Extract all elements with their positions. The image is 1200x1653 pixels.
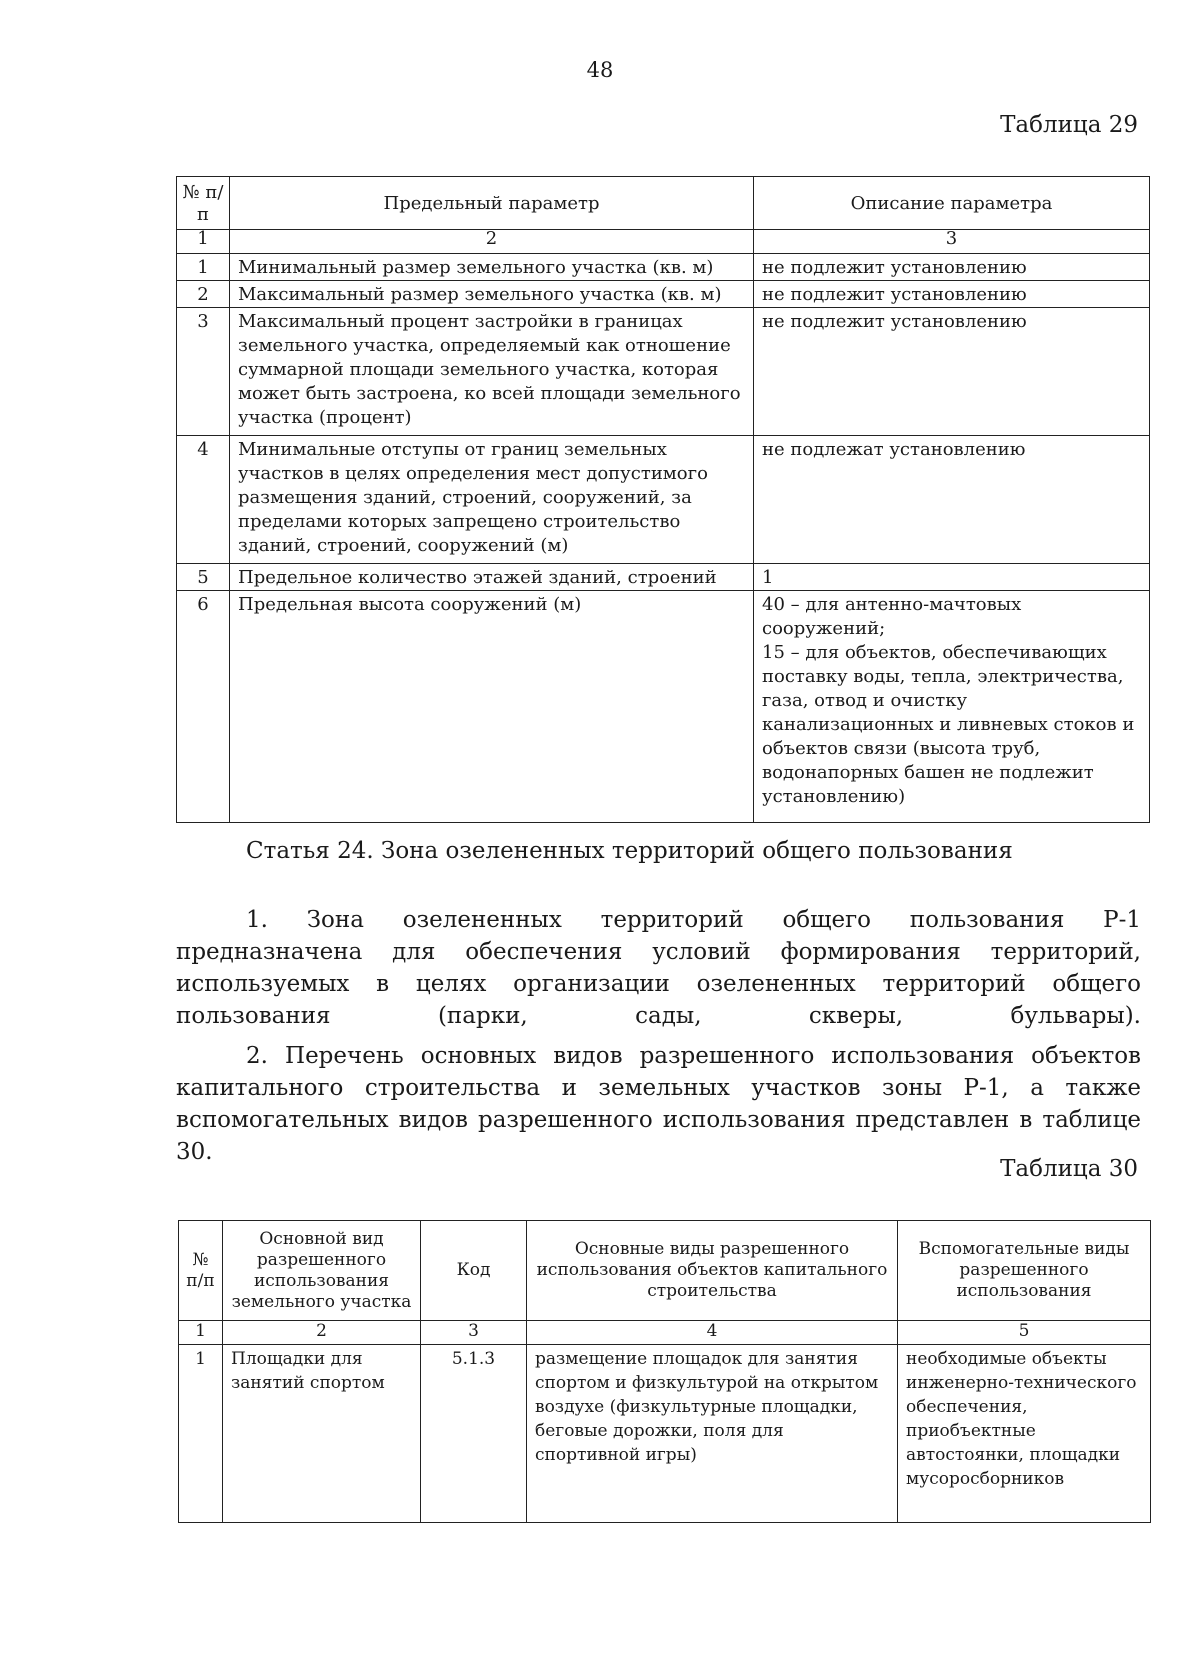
row-desc: не подлежит установлению [754, 308, 1150, 436]
row-desc: не подлежит установлению [754, 254, 1150, 281]
header-aux: Вспомогательные виды разрешенного использования [898, 1221, 1151, 1321]
col-number: 4 [527, 1321, 898, 1345]
header-code: Код [421, 1221, 527, 1321]
row-num: 1 [177, 254, 230, 281]
col-number: 5 [898, 1321, 1151, 1345]
table-row [179, 1345, 1151, 1523]
row-param: Минимальные отступы от границ земельных участков в целях определения мест допустимого размещения зданий, строений, сооружений, за пределами которых запрещено строительство зданий, строений, сооружений (м) [230, 436, 754, 564]
table-29 [176, 176, 1150, 823]
table-row [177, 308, 1150, 436]
col-number: 3 [754, 230, 1150, 254]
col-number: 2 [223, 1321, 421, 1345]
row-aux: необходимые объекты инженерно-технического обеспечения, приобъектные автостоянки, площадки мусоросборников [898, 1345, 1151, 1523]
col-number: 1 [177, 230, 230, 254]
row-desc: 1 [754, 564, 1150, 591]
col-number: 3 [421, 1321, 527, 1345]
header-desc: Описание параметра [754, 177, 1150, 230]
row-desc: не подлежит установлению [754, 281, 1150, 308]
table-row [177, 281, 1150, 308]
table-row [177, 591, 1150, 823]
table-header-row [179, 1221, 1151, 1321]
table-row [177, 436, 1150, 564]
row-param: Максимальный размер земельного участка (кв. м) [230, 281, 754, 308]
header-num: № п/п [179, 1221, 223, 1321]
row-num: 4 [177, 436, 230, 564]
row-main-type: Площадки для занятий спортом [223, 1345, 421, 1523]
row-param: Предельная высота сооружений (м) [230, 591, 754, 823]
row-desc [754, 591, 1150, 823]
column-number-row [179, 1321, 1151, 1345]
row-desc-line: 40 – для антенно-мачтовых сооружений; [762, 594, 1022, 639]
row-num: 6 [177, 591, 230, 823]
row-num: 3 [177, 308, 230, 436]
table-30-label: Таблица 30 [1000, 1156, 1138, 1182]
row-num: 5 [177, 564, 230, 591]
row-num: 2 [177, 281, 230, 308]
table-header-row [177, 177, 1150, 230]
row-param: Максимальный процент застройки в границах земельного участка, определяемый как отношение суммарной площади земельного участка, которая может быть застроена, ко всей площади земельного участка (процент) [230, 308, 754, 436]
table-30 [178, 1220, 1151, 1523]
column-number-row [177, 230, 1150, 254]
header-main-oks: Основные виды разрешенного использования объектов капитального строительства [527, 1221, 898, 1321]
col-number: 1 [179, 1321, 223, 1345]
row-code: 5.1.3 [421, 1345, 527, 1523]
col-number: 2 [230, 230, 754, 254]
row-desc: не подлежат установлению [754, 436, 1150, 564]
row-num: 1 [179, 1345, 223, 1523]
header-num: № п/п [177, 177, 230, 230]
header-main-type: Основной вид разрешенного использования земельного участка [223, 1221, 421, 1321]
row-desc-line: 15 – для объектов, обеспечивающих поставку воды, тепла, электричества, газа, отвод и очистку канализационных и ливневых стоков и объектов связи (высота труб, водонапорных башен не подлежит установлению) [762, 642, 1135, 807]
paragraph-2: 2. Перечень основных видов разрешенного использования объектов капитального строительства и земельных участков зоны Р-1, а также вспомогательных видов разрешенного использования представлен в таблице 30. [176, 1043, 1141, 1165]
page-number: 48 [586, 58, 614, 82]
row-param: Минимальный размер земельного участка (кв. м) [230, 254, 754, 281]
table-row [177, 254, 1150, 281]
header-param: Предельный параметр [230, 177, 754, 230]
paragraph-1: 1. Зона озелененных территорий общего пользования Р-1 предназначена для обеспечения условий формирования территорий, используемых в целях организации озелененных территорий общего пользования (парки, сады, скверы, бульвары). [176, 907, 1141, 1029]
table-row [177, 564, 1150, 591]
article-title: Статья 24. Зона озелененных территорий общего пользования [246, 838, 1013, 864]
row-param: Предельное количество этажей зданий, строений [230, 564, 754, 591]
row-main-oks: размещение площадок для занятия спортом и физкультурой на открытом воздухе (физкультурные площадки, беговые дорожки, поля для спортивной игры) [527, 1345, 898, 1523]
table-29-label: Таблица 29 [1000, 112, 1138, 138]
